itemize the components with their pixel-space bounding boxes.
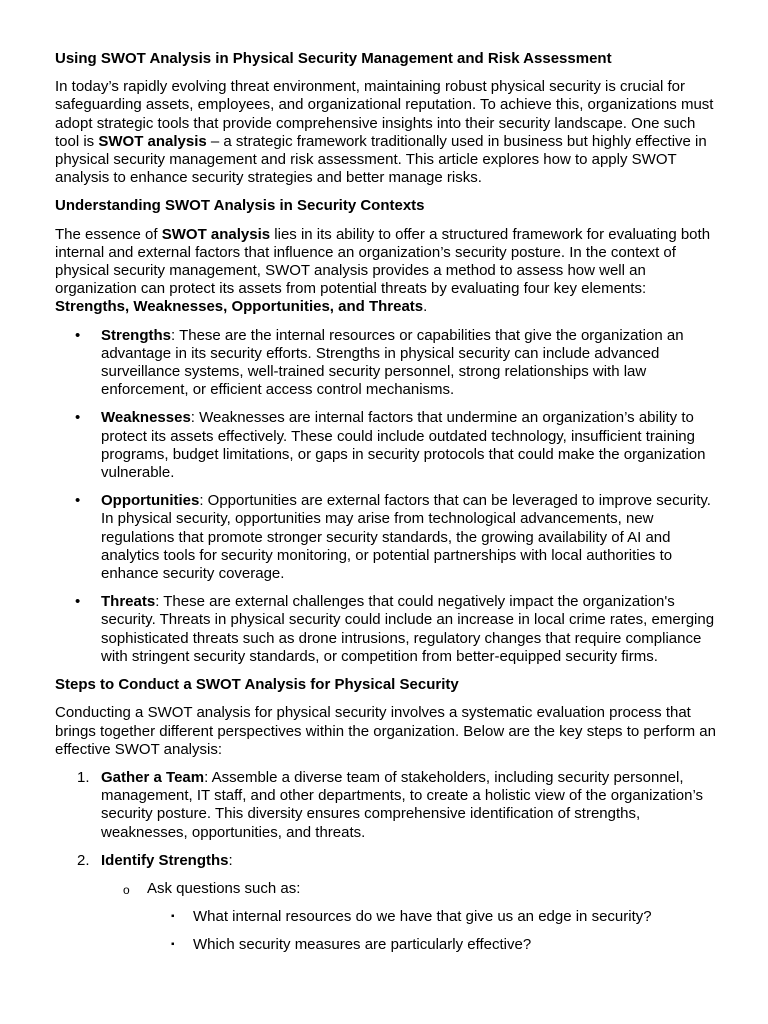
sub-list-item [101, 880, 717, 955]
step-gather-team [55, 769, 717, 842]
section1-bold-elements: Strengths, Weaknesses, Opportunities, and Threats [55, 298, 424, 316]
intro-text-1: In today’s rapidly evolving threat environment, maintaining robust physical security is crucial for safeguarding assets, employees, and organizational reputation. To achieve this, organizations must adopt strategic tools that provide comprehensive insights into their security landscape. One such tool is [55, 78, 714, 150]
bullet-term: Threats [101, 593, 156, 611]
step-number: 1. [77, 768, 90, 786]
bullet-text: : These are external challenges that could negatively impact the organization's security. Threats in physical security could include an increase in local crime rates, emerging sophisticated threats such as drone intrusions, regulatory changes that require compliance with stringent security standards, or competition from better-equipped security firms. [101, 593, 715, 665]
sub-list [101, 880, 717, 955]
document-body [55, 50, 717, 965]
step-term: Identify Strengths [101, 851, 229, 869]
bullet-icon: • [75, 326, 81, 344]
section1-paragraph [55, 226, 717, 317]
step-term: Gather a Team [101, 768, 205, 786]
square-bullet-icon: ▪ [171, 911, 175, 923]
bullet-term: Strengths [101, 326, 172, 344]
section2-paragraph: Conducting a SWOT analysis for physical security involves a systematic evaluation process that brings together different perspectives within the organization. Below are the key steps to perform an effective SWOT analysis: [55, 704, 716, 758]
section-heading-understanding: Understanding SWOT Analysis in Security Contexts [55, 197, 425, 215]
question-item [147, 908, 717, 926]
intro-text-2: – a strategic framework traditionally used in business but highly effective in physical security management and risk assessment. This article explores how to apply SWOT analysis to enhance security strategies and better manage risks. [55, 132, 707, 187]
sub-item-text: Ask questions such as: [147, 879, 301, 897]
step-identify-strengths [55, 852, 717, 955]
question-list [147, 908, 717, 954]
bullet-term: Opportunities [101, 492, 200, 510]
section1-bold-term: SWOT analysis [161, 225, 271, 243]
bullet-icon: • [75, 492, 81, 510]
intro-paragraph [55, 78, 717, 187]
section1-text-end: . [423, 298, 428, 316]
bullet-icon: • [75, 593, 81, 611]
bullet-icon: • [75, 409, 81, 427]
list-item-weaknesses [55, 409, 717, 482]
circle-bullet-icon: o [123, 882, 130, 897]
step-text: : Assemble a diverse team of stakeholders, including security personnel, management, IT staff, and other departments, to create a holistic view of the organization’s security posture. This diversity ensures comprehensive identification of strengths, weaknesses, opportunities, and threats. [101, 768, 704, 841]
question-text: What internal resources do we have that give us an edge in security? [193, 908, 652, 926]
bullet-text: : Weaknesses are internal factors that undermine an organization’s ability to protect its assets effectively. These could include outdated technology, insufficient training programs, budget limitations, or gaps in security protocols that could make the organization vulnerable. [101, 409, 706, 482]
question-text: Which security measures are particularly effective? [193, 936, 532, 954]
steps-list [55, 769, 717, 955]
step-number: 2. [77, 851, 90, 869]
document-title: Using SWOT Analysis in Physical Security Management and Risk Assessment [55, 50, 612, 67]
swot-bullet-list [55, 327, 717, 666]
list-item-opportunities [55, 492, 717, 583]
bullet-term: Weaknesses [101, 409, 191, 427]
question-item [147, 936, 717, 954]
list-item-threats [55, 593, 717, 666]
section1-text-pre: The essence of [55, 225, 162, 243]
section1-text-mid: lies in its ability to offer a structured framework for evaluating both internal and external factors that influence an organization’s security posture. In the context of physical security management, SWOT analysis provides a method to assess how well an organization can protect its assets from potential threats by evaluating four key elements: [55, 225, 711, 298]
list-item-strengths [55, 327, 717, 400]
bullet-text: : These are the internal resources or capabilities that give the organization an advantage in its security efforts. Strengths in physical security can include advanced surveillance systems, well-trained security personnel, strong relationships with law enforcement, or efficient access control mechanisms. [101, 326, 684, 399]
section-heading-steps: Steps to Conduct a SWOT Analysis for Physical Security [55, 676, 459, 694]
square-bullet-icon: ▪ [171, 939, 175, 951]
step-text: : [228, 851, 233, 869]
intro-bold-term: SWOT analysis [98, 132, 207, 150]
bullet-text: : Opportunities are external factors that can be leveraged to improve security. In physical security, opportunities may arise from technological advancements, new regulations that promote stronger security standards, the growing availability of AI and analytics tools for security monitoring, or potential partnerships with local authorities to enhance security coverage. [101, 492, 711, 583]
